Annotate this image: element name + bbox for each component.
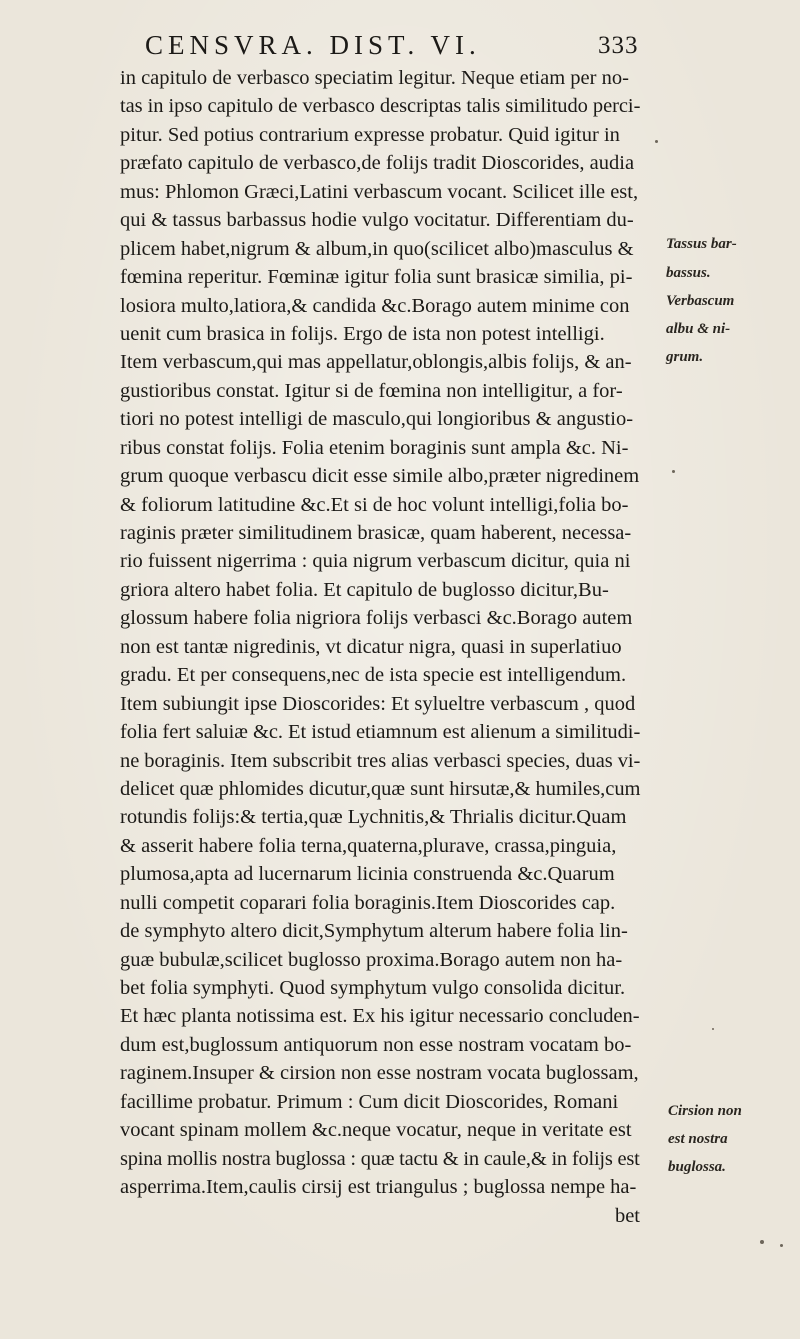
text-line: plicem habet,nigrum & album,in quo(scilicet albo)masculus & bbox=[120, 237, 634, 260]
sidenote-tassus-line1: Tassus bar- bbox=[666, 236, 737, 252]
text-line: non est tantæ nigredinis, vt dicatur nigra, quasi in superlatiuo bbox=[120, 635, 622, 658]
text-line: rio fuissent nigerrima : quia nigrum verbascum dicitur, quia ni bbox=[120, 550, 631, 573]
running-head: CENSVRA. DIST. VI. bbox=[145, 30, 481, 60]
text-line: nulli competit coparari folia boraginis.Item Dioscorides cap. bbox=[120, 891, 616, 914]
text-line: plumosa,apta ad lucernarum licinia construenda &c.Quarum bbox=[120, 863, 615, 886]
sidenote-cirsion-line2: est nostra bbox=[668, 1131, 728, 1147]
sidenote-verbascum-line1: Verbascum bbox=[666, 293, 735, 309]
page-header bbox=[0, 30, 800, 66]
text-line: ribus constat folijs. Folia etenim boraginis sunt ampla &c. Ni- bbox=[120, 436, 629, 459]
sidenote-cirsion-line3: buglossa. bbox=[668, 1159, 726, 1175]
text-line: mus: Phlomon Græci,Latini verbascum vocant. Scilicet ille est, bbox=[120, 180, 639, 203]
text-line: glossum habere folia nigriora folijs verbasci &c.Borago autem bbox=[120, 607, 633, 630]
text-line: losiora multo,latiora,& candida &c.Borago autem minime con bbox=[120, 294, 630, 317]
text-line: raginem.Insuper & cirsion non esse nostram vocata buglossam, bbox=[120, 1062, 639, 1085]
text-line: gustioribus constat. Igitur si de fœmina non intelligitur, a for- bbox=[120, 379, 623, 402]
text-line: Item verbascum,qui mas appellatur,oblongis,albis folijs, & an- bbox=[120, 351, 632, 374]
text-line: tiori no potest intelligi de masculo,qui longioribus & angustio- bbox=[120, 408, 634, 431]
sidenote-cirsion-line1: Cirsion non bbox=[668, 1103, 742, 1119]
page-number: 333 bbox=[598, 32, 639, 59]
text-line: in capitulo de verbasco speciatim legitur. Neque etiam per no- bbox=[120, 67, 629, 89]
text-line: præfato capitulo de verbasco,de folijs tradit Dioscorides, audia bbox=[120, 152, 635, 175]
sidenote-tassus-line2: bassus. bbox=[666, 265, 711, 281]
text-line: Item subiungit ipse Dioscorides: Et sylueltre verbascum , quod bbox=[120, 692, 636, 715]
paper-speck bbox=[712, 1028, 714, 1030]
paper-speck bbox=[672, 470, 675, 473]
text-line: fœmina reperitur. Fœminæ igitur folia sunt brasicæ similia, pi- bbox=[120, 266, 633, 289]
text-line: bet folia symphyti. Quod symphytum vulgo consolida dicitur. bbox=[120, 977, 626, 999]
text-line: dum est,buglossum antiquorum non esse nostram vocatam bo- bbox=[120, 1033, 632, 1056]
text-line: uenit cum brasica in folijs. Ergo de ista non potest intelligi. bbox=[120, 322, 605, 345]
text-line: de symphyto altero dicit,Symphytum alterum habere folia lin- bbox=[120, 920, 628, 943]
text-line: tas in ipso capitulo de verbasco descriptas talis similitudo perci- bbox=[120, 95, 641, 118]
text-line: grum quoque verbascu dicit esse simile albo,præter nigredinem bbox=[120, 465, 640, 488]
text-line: & foliorum latitudine &c.Et si de hoc volunt intelligi,folia bo- bbox=[120, 493, 629, 516]
text-line: rotundis folijs:& tertia,quæ Lychnitis,& Thrialis dicitur.Quam bbox=[120, 806, 627, 829]
text-line: Et hæc planta notissima est. Ex his igitur necessario concluden- bbox=[120, 1005, 640, 1028]
text-line: ne boraginis. Item subscribit tres alias verbasci species, duas vi- bbox=[120, 749, 641, 772]
text-line: folia fert saluiæ &c. Et istud etiamnum est alienum a similitudi- bbox=[120, 721, 641, 744]
text-line: qui & tassus barbassus hodie vulgo vocitatur. Differentiam du- bbox=[120, 209, 634, 232]
text-line: facillime probatur. Primum : Cum dicit Dioscorides, Romani bbox=[120, 1090, 619, 1113]
sidenote-verbascum-line2: albu & ni- bbox=[666, 321, 731, 337]
text-line: & asserit habere folia terna,quaterna,plurave, crassa,pinguia, bbox=[120, 834, 617, 857]
paper-speck bbox=[780, 1244, 783, 1247]
text-line: vocant spinam mollem &c.neque vocatur, neque in veritate est bbox=[120, 1119, 632, 1142]
text-line: spina mollis nostra buglossa : quæ tactu & in caule,& in folijs est bbox=[120, 1147, 640, 1170]
text-line: delicet quæ phlomides dicutur,quæ sunt hirsutæ,& humiles,cum bbox=[120, 777, 641, 800]
main-text bbox=[120, 64, 640, 1230]
catchword: bet bbox=[614, 1204, 640, 1227]
text-line: asperrima.Item,caulis cirsij est triangulus ; buglossa nempe ha- bbox=[120, 1176, 637, 1199]
text-line: pitur. Sed potius contrarium expresse probatur. Quid igitur in bbox=[120, 123, 620, 146]
sidenote-verbascum-line3: grum. bbox=[666, 349, 704, 365]
text-line: griora altero habet folia. Et capitulo de buglosso dicitur,Bu- bbox=[120, 578, 609, 601]
paper-speck bbox=[760, 1240, 764, 1244]
text-line: raginis præter similitudinem brasicæ, quam haberent, necessa- bbox=[120, 522, 632, 544]
text-line: gradu. Et per consequens,nec de ista specie est intelligendum. bbox=[120, 664, 627, 687]
text-line: guæ bubulæ,scilicet buglosso proxima.Borago autem non ha- bbox=[120, 948, 623, 971]
paper-speck bbox=[655, 140, 658, 143]
